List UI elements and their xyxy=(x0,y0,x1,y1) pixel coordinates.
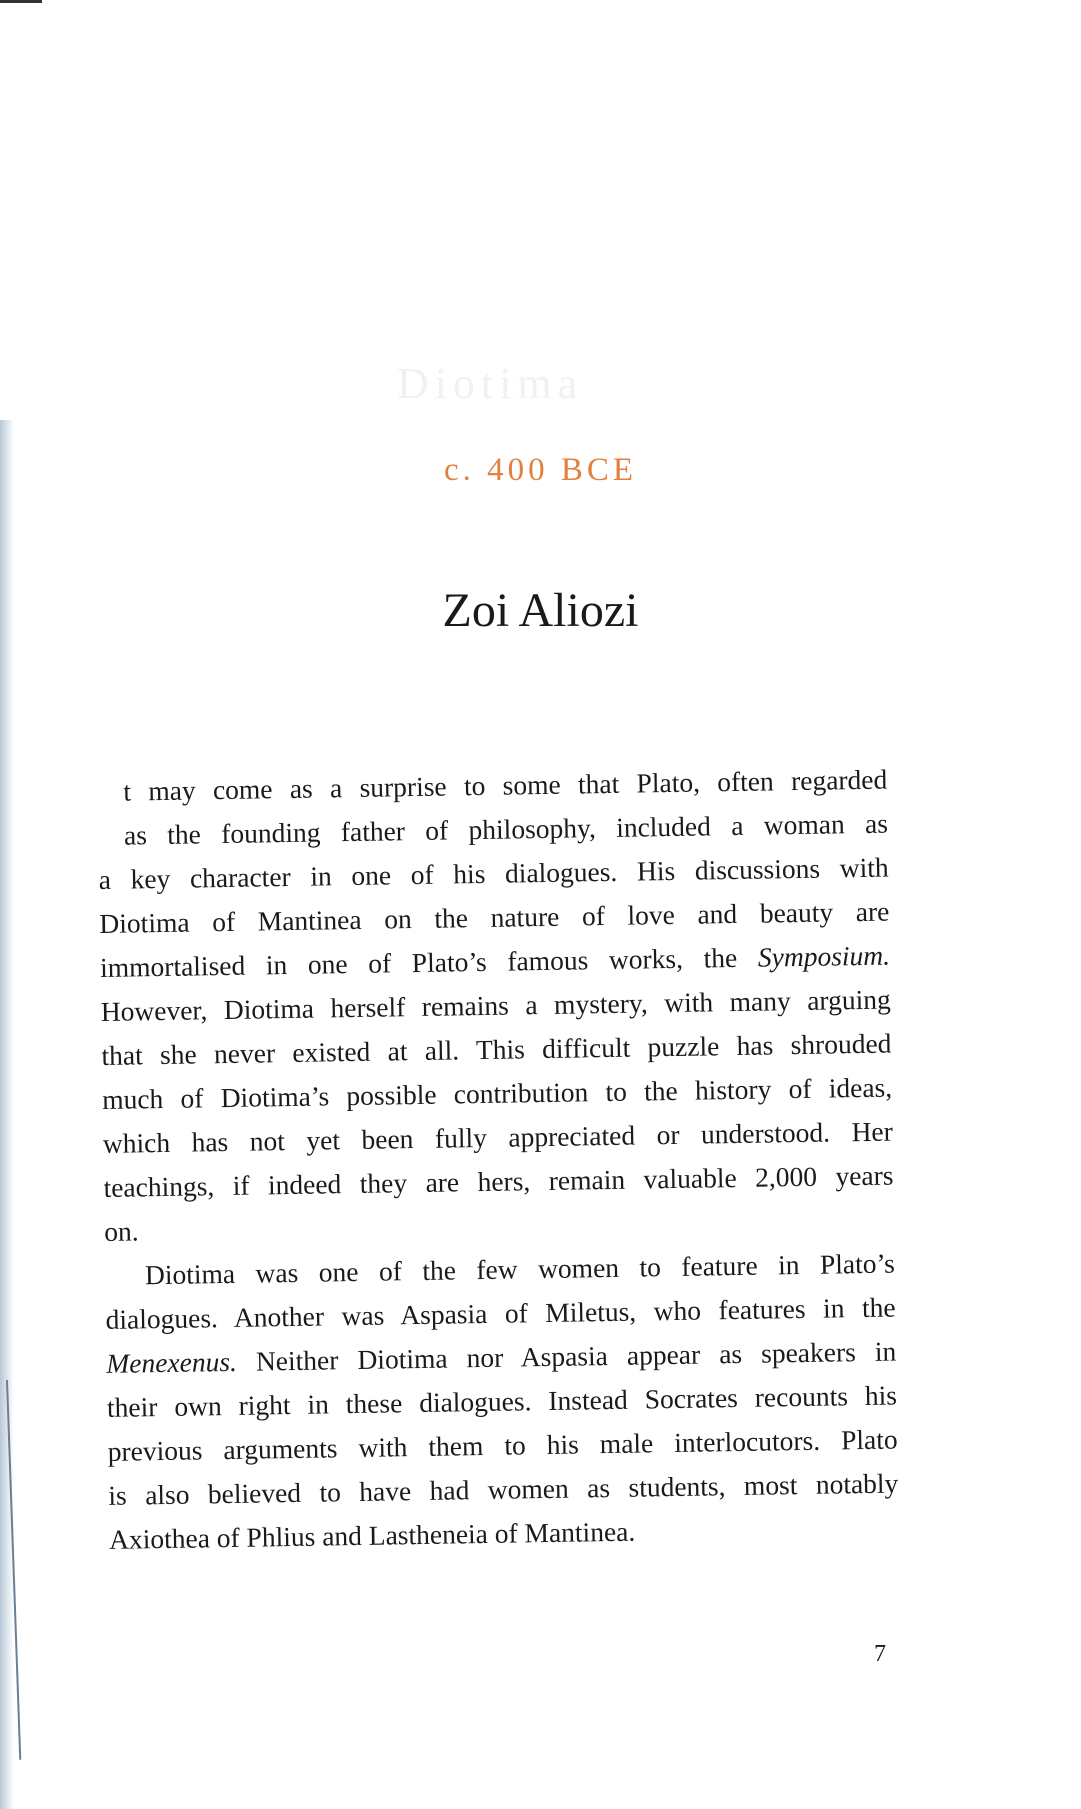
work-title-symposium: Symposium. xyxy=(757,939,891,973)
text-line: dialogues. Another was Aspasia of Miletus, who features in the xyxy=(105,1291,896,1335)
text-line: teachings, if indeed they are hers, remain valuable 2,000 years xyxy=(103,1159,894,1203)
chapter-date: c. 400 BCE xyxy=(443,452,638,488)
text-line: t may come as a surprise to some that Plato, often regarded xyxy=(123,763,888,807)
text-line: much of Diotima’s possible contribution to the history of ideas, xyxy=(101,1071,893,1115)
text-segment: Neither Diotima nor Aspasia appear as speakers in xyxy=(255,1335,897,1377)
text-line: Axiothea of Phlius and Lastheneia of Mantinea. xyxy=(108,1515,636,1555)
text-line: Diotima of Mantinea on the nature of love and beauty are xyxy=(99,895,890,939)
work-title-menexenus: Menexenus. xyxy=(106,1345,238,1379)
paragraph-1 xyxy=(97,758,895,1254)
paragraph-2 xyxy=(105,1242,900,1562)
ghost-heading: Diotima xyxy=(396,359,584,408)
text-line: is also believed to have had women as students, most notably xyxy=(108,1467,899,1511)
page-number: 7 xyxy=(874,1641,886,1667)
text-line: on. xyxy=(104,1215,139,1247)
chapter-author: Zoi Aliozi xyxy=(442,584,639,637)
text-line: However, Diotima herself remains a mystery, with many arguing xyxy=(100,983,891,1027)
text-line: as the founding father of philosophy, included a woman as xyxy=(123,807,889,851)
text-line: which has not yet been fully appreciated or understood. Her xyxy=(102,1115,894,1159)
text-line: that she never existed at all. This difficult puzzle has shrouded xyxy=(101,1027,892,1071)
text-line: Diotima was one of the few women to feature in Plato’s xyxy=(144,1247,896,1291)
text-line: a key character in one of his dialogues. His discussions with xyxy=(98,851,889,895)
scan-edge xyxy=(0,0,42,3)
text-segment: immortalised in one of Plato’s famous works, the xyxy=(99,941,738,983)
text-line: their own right in these dialogues. Instead Socrates recounts his xyxy=(106,1379,898,1423)
text-line: previous arguments with them to his male interlocutors. Plato xyxy=(107,1423,898,1467)
body-text xyxy=(97,758,899,1562)
